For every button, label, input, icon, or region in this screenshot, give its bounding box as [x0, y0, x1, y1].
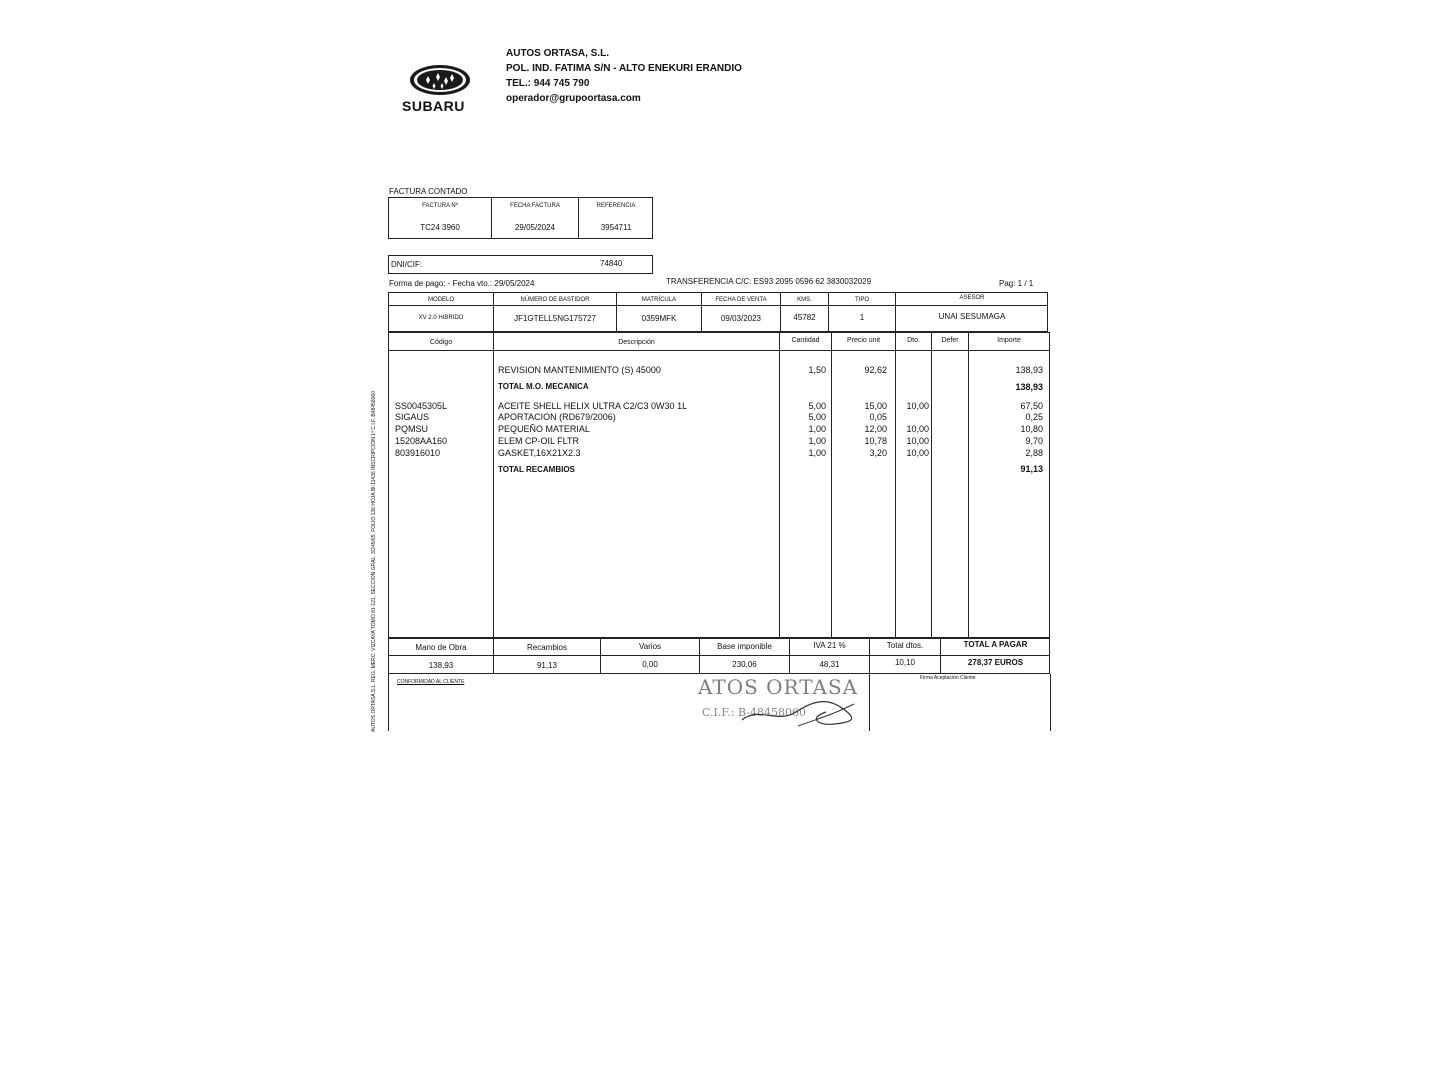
misc-label: Varios	[638, 642, 662, 651]
discounts-total: 10,10	[894, 658, 916, 667]
item-unit-price: 12,00	[864, 424, 887, 434]
vehicle-header: MODELO	[427, 297, 454, 303]
table-row	[389, 412, 1049, 424]
item-unit-price: 10,78	[864, 436, 887, 446]
item-description: APORTACION (RD679/2006)	[498, 412, 616, 422]
item-amount: 91,13	[1020, 464, 1043, 474]
col-amount-header: Importe	[997, 337, 1021, 344]
col-unit-price-header: Precio unit	[846, 337, 881, 344]
vehicle-sale-date: 09/03/2023	[720, 314, 762, 323]
item-description: PEQUEÑO MATERIAL	[498, 424, 590, 434]
item-description: TOTAL M.O. MECANICA	[498, 382, 589, 391]
item-description: ACEITE SHELL HELIX ULTRA C2/C3 0W30 1L	[498, 401, 688, 411]
item-quantity: 1,50	[808, 365, 826, 375]
vehicle-advisor: UNAI SESUMAGA	[938, 312, 1006, 321]
parts-label: Recambios	[526, 643, 567, 652]
vat-label: IVA 21 %	[813, 641, 846, 650]
labor-label: Mano de Obra	[415, 643, 467, 652]
item-amount: 138,93	[1015, 365, 1043, 375]
company-email: operador@grupoortasa.com	[506, 93, 641, 104]
signature-icon	[738, 686, 862, 730]
item-unit-price: 3,20	[869, 448, 887, 458]
grand-total: 278,37 EUROS	[967, 658, 1024, 667]
invoice-date: 29/05/2024	[514, 223, 556, 232]
col-discount-header: Dto.	[907, 337, 920, 344]
company-name: AUTOS ORTASA, S.L.	[506, 48, 609, 59]
labor-total: 138,93	[428, 661, 454, 670]
item-code: SIGAUS	[395, 412, 430, 422]
vehicle-type: 1	[859, 313, 865, 322]
vehicle-plate: 0359MFK	[641, 314, 677, 323]
company-phone: TEL.: 944 745 790	[506, 78, 590, 89]
vehicle-kms: 45782	[793, 313, 816, 322]
base-label: Base imponible	[717, 642, 772, 651]
item-discount: 10,00	[906, 448, 929, 458]
misc-total: 0,00	[642, 660, 658, 669]
table-row	[389, 464, 1049, 476]
item-description: GASKET,16X21X2.3	[498, 448, 581, 458]
table-row	[389, 424, 1049, 436]
item-amount: 10,80	[1020, 424, 1043, 434]
table-row	[389, 436, 1049, 448]
registry-side-note: AUTOS ORTASA S.L. REG. MERC. VIZCAYA TOMO 81-121, SECCION GRAL. 3/245/65, FOLIO 136 HOJA BI-11436 INSCRIPCION 1ª C.I.F. B48458060	[371, 391, 377, 732]
item-discount: 10,00	[906, 436, 929, 446]
subaru-logo-icon	[408, 63, 472, 97]
col-quantity-header: Cantidad	[791, 337, 820, 344]
item-discount: 10,00	[906, 401, 929, 411]
item-amount: 9,70	[1025, 436, 1043, 446]
base-total: 230,06	[732, 660, 757, 669]
item-code: SS0045305L	[395, 401, 448, 411]
client-signature-label: Firma Aceptación Cliente	[920, 675, 976, 681]
item-quantity: 5,00	[808, 412, 826, 422]
vehicle-header: MATRÍCULA	[641, 297, 677, 303]
item-discount: 10,00	[906, 424, 929, 434]
company-stamp	[698, 672, 866, 730]
invoice-ref-label: REFERENCIA	[596, 203, 636, 209]
dni-label: DNI/CIF:	[391, 260, 423, 269]
item-amount: 0,25	[1025, 412, 1043, 422]
brand-wordmark: SUBARU	[402, 98, 465, 114]
invoice-ref: 3954711	[600, 223, 632, 232]
items-table	[388, 332, 1050, 638]
vehicle-header: NÚMERO DE BASTIDOR	[520, 297, 590, 303]
payment-terms: Forma de pago: - Fecha vto.: 29/05/2024	[389, 279, 535, 288]
item-quantity: 1,00	[808, 424, 826, 434]
discounts-label: Total dtos.	[886, 641, 924, 650]
vehicle-model: XV 2.0 HIBRIDO	[418, 315, 464, 321]
client-code: 74840	[600, 259, 623, 268]
vehicle-vin: JF1GTELL5NG175727	[514, 314, 596, 323]
item-description: REVISION MANTENIMIENTO (S) 45000	[498, 365, 661, 375]
item-description: TOTAL RECAMBIOS	[498, 465, 575, 474]
vehicle-header: TIPO	[854, 297, 869, 303]
vat-total: 48,31	[819, 660, 840, 669]
item-amount: 67,50	[1020, 401, 1043, 411]
item-unit-price: 0,05	[869, 412, 887, 422]
stamp-cif: C.I.F.: B-48458060	[702, 706, 806, 719]
item-quantity: 5,00	[808, 401, 826, 411]
invoice-number-label: FACTURA Nº	[422, 203, 458, 209]
vehicle-header: FECHA DE VENTA	[715, 297, 767, 303]
invoice-number: TC24 3960	[420, 223, 460, 232]
bank-account: TRANSFERENCIA C/C: ES93 2095 0596 62 3830032029	[666, 277, 872, 286]
vehicle-header: KMS.	[797, 297, 812, 303]
col-description-header: Descripción	[618, 339, 655, 346]
item-code: 15208AA160	[395, 436, 448, 446]
client-conformity-label: CONFORMIDAD AL CLIENTE	[397, 679, 465, 685]
item-description: ELEM CP-OIL FLTR	[498, 436, 580, 446]
table-row	[389, 382, 1049, 394]
document-type: FACTURA CONTADO	[389, 187, 468, 196]
col-code-header: Código	[429, 339, 453, 346]
item-unit-price: 92,62	[864, 365, 887, 375]
item-code: PQMSU	[395, 424, 429, 434]
vehicle-header: ASESOR	[959, 295, 985, 301]
col-defer-header: Defer	[941, 337, 959, 344]
table-row	[389, 365, 1049, 377]
invoice-date-label: FECHA FACTURA	[510, 203, 560, 209]
item-quantity: 1,00	[808, 436, 826, 446]
item-amount: 2,88	[1025, 448, 1043, 458]
item-code: 803916010	[395, 448, 441, 458]
item-unit-price: 15,00	[864, 401, 887, 411]
parts-total: 91,13	[536, 661, 558, 670]
item-quantity: 1,00	[808, 448, 826, 458]
item-amount: 138,93	[1015, 382, 1043, 392]
table-row	[389, 448, 1049, 460]
stamp-name: ATOS ORTASA	[698, 675, 859, 699]
company-address: POL. IND. FATIMA S/N - ALTO ENEKURI ERANDIO	[506, 63, 742, 74]
page-indicator: Pag: 1 / 1	[999, 279, 1034, 288]
total-label: TOTAL A PAGAR	[963, 640, 1028, 649]
